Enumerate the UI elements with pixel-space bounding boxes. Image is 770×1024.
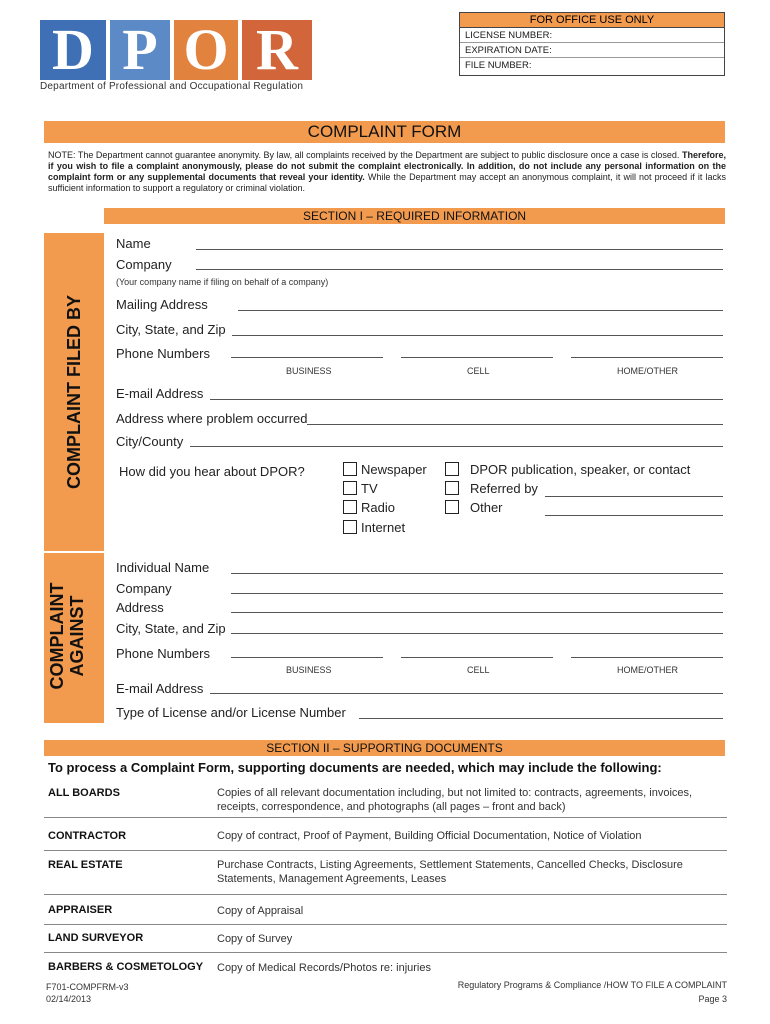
cell-caption: CELL bbox=[467, 366, 490, 376]
against-email-field[interactable] bbox=[210, 693, 723, 694]
board-barbers-cosmetology: BARBERS & COSMETOLOGY bbox=[48, 961, 204, 973]
office-use-header: FOR OFFICE USE ONLY bbox=[460, 13, 724, 28]
referred-by-checkbox[interactable] bbox=[445, 481, 459, 495]
against-city-field[interactable] bbox=[231, 633, 723, 634]
complaint-against-panel bbox=[44, 553, 104, 723]
mailing-address-field[interactable] bbox=[238, 310, 723, 311]
against-email-label: E-mail Address bbox=[116, 681, 204, 696]
newspaper-label: Newspaper bbox=[361, 462, 427, 477]
complaint-filed-by-label: COMPLAINT FILED BY bbox=[64, 295, 84, 489]
dpor-publication-label: DPOR publication, speaker, or contact bbox=[470, 462, 691, 477]
company-hint: (Your company name if filing on behalf of a company) bbox=[116, 277, 329, 287]
docs-land-surveyor: Copy of Survey bbox=[217, 933, 293, 945]
against-phone-label: Phone Numbers bbox=[116, 646, 210, 661]
divider bbox=[44, 817, 727, 818]
radio-checkbox[interactable] bbox=[343, 500, 357, 514]
license-type-field[interactable] bbox=[359, 718, 723, 719]
city-state-zip-label: City, State, and Zip bbox=[116, 322, 226, 337]
individual-name-label: Individual Name bbox=[116, 560, 210, 575]
home-phone-field[interactable] bbox=[571, 357, 723, 358]
internet-checkbox[interactable] bbox=[343, 520, 357, 534]
newspaper-checkbox[interactable] bbox=[343, 462, 357, 476]
section-1-header: SECTION I – REQUIRED INFORMATION bbox=[104, 208, 725, 224]
against-home-phone-field[interactable] bbox=[571, 657, 723, 658]
board-land-surveyor: LAND SURVEYOR bbox=[48, 932, 144, 944]
email-field[interactable] bbox=[210, 399, 723, 400]
tv-label: TV bbox=[361, 481, 378, 496]
footer-form-id: F701-COMPFRM-v3 bbox=[46, 982, 129, 992]
footer-program: Regulatory Programs & Compliance /HOW TO FILE A COMPLAINT bbox=[457, 980, 727, 990]
mailing-address-label: Mailing Address bbox=[116, 297, 208, 312]
company-field[interactable] bbox=[196, 269, 723, 270]
license-number-row: LICENSE NUMBER: bbox=[460, 28, 724, 43]
footer-page: Page 3 bbox=[698, 994, 727, 1004]
divider bbox=[44, 894, 727, 895]
office-use-box bbox=[459, 12, 725, 76]
board-contractor: CONTRACTOR bbox=[48, 830, 127, 842]
against-business-caption: BUSINESS bbox=[286, 665, 332, 675]
email-label: E-mail Address bbox=[116, 386, 204, 401]
complaint-filed-by-panel bbox=[44, 233, 104, 551]
hear-about-label: How did you hear about DPOR? bbox=[119, 464, 305, 479]
expiration-date-row: EXPIRATION DATE: bbox=[460, 43, 724, 58]
divider bbox=[44, 952, 727, 953]
internet-label: Internet bbox=[361, 520, 406, 535]
docs-all-boards: Copies of all relevant documentation including, but not limited to: contracts, agreements, invoices, receipts, correspondence, and photographs (all pages – front and back) bbox=[217, 787, 693, 813]
dpor-publication-checkbox[interactable] bbox=[445, 462, 459, 476]
logo-letter-r: R bbox=[242, 20, 312, 80]
docs-barbers-cosmetology: Copy of Medical Records/Photos re: injuries bbox=[217, 962, 431, 974]
logo-letter-p: P bbox=[110, 20, 170, 80]
logo-letter-o: O bbox=[174, 20, 238, 80]
business-caption: BUSINESS bbox=[286, 366, 332, 376]
other-label: Other bbox=[470, 500, 503, 515]
other-field[interactable] bbox=[545, 515, 723, 516]
docs-real-estate: Purchase Contracts, Listing Agreements, Settlement Statements, Cancelled Checks, Disclosure Statements, Management Agreements, Leases bbox=[217, 859, 683, 885]
tv-checkbox[interactable] bbox=[343, 481, 357, 495]
against-city-label: City, State, and Zip bbox=[116, 621, 226, 636]
home-caption: HOME/OTHER bbox=[617, 366, 679, 376]
company-label: Company bbox=[116, 257, 172, 272]
problem-address-label: Address where problem occurred bbox=[116, 411, 308, 426]
radio-label: Radio bbox=[361, 500, 395, 515]
name-label: Name bbox=[116, 236, 151, 251]
city-county-field[interactable] bbox=[190, 446, 723, 447]
individual-name-field[interactable] bbox=[231, 573, 723, 574]
note-text-2: While the Department may accept an anonymous complaint, it will not proceed if it lacks sufficient information to support a regulatory or criminal violation. bbox=[48, 172, 726, 193]
against-company-label: Company bbox=[116, 581, 172, 596]
logo-subtitle: Department of Professional and Occupational Regulation bbox=[40, 81, 304, 92]
against-home-caption: HOME/OTHER bbox=[617, 665, 679, 675]
anonymity-note bbox=[48, 150, 726, 194]
board-all-boards: ALL BOARDS bbox=[48, 787, 120, 799]
license-type-label: Type of License and/or License Number bbox=[116, 705, 346, 720]
footer-date: 02/14/2013 bbox=[46, 994, 92, 1004]
referred-by-field[interactable] bbox=[545, 496, 723, 497]
referred-by-label: Referred by bbox=[470, 481, 538, 496]
divider bbox=[44, 924, 727, 925]
against-address-label: Address bbox=[116, 600, 164, 615]
note-bold-text: Therefore, if you wish to file a complaint anonymously, please do not submit the complaint electronically. In addition, do not include any personal information on the complaint form or any supplemental documents that reveal your identity. bbox=[48, 150, 726, 182]
problem-address-field[interactable] bbox=[307, 424, 723, 425]
phone-numbers-label: Phone Numbers bbox=[116, 346, 210, 361]
business-phone-field[interactable] bbox=[231, 357, 383, 358]
complaint-against-label-2: AGAINST bbox=[67, 595, 87, 677]
form-title: COMPLAINT FORM bbox=[44, 121, 725, 143]
city-county-label: City/County bbox=[116, 434, 184, 449]
against-cell-phone-field[interactable] bbox=[401, 657, 553, 658]
against-business-phone-field[interactable] bbox=[231, 657, 383, 658]
file-number-row: FILE NUMBER: bbox=[465, 60, 532, 71]
complaint-against-label-1: COMPLAINT bbox=[47, 582, 67, 690]
note-text-1: NOTE: The Department cannot guarantee anonymity. By law, all complaints received by the Department are subject to public disclosure once a case is closed. bbox=[48, 150, 682, 160]
board-real-estate: REAL ESTATE bbox=[48, 859, 123, 871]
other-checkbox[interactable] bbox=[445, 500, 459, 514]
cell-phone-field[interactable] bbox=[401, 357, 553, 358]
name-field[interactable] bbox=[196, 249, 723, 250]
city-state-zip-field[interactable] bbox=[232, 335, 723, 336]
against-company-field[interactable] bbox=[231, 593, 723, 594]
docs-contractor: Copy of contract, Proof of Payment, Building Official Documentation, Notice of Violation bbox=[217, 830, 642, 842]
against-address-field[interactable] bbox=[231, 612, 723, 613]
logo-letter-d: D bbox=[40, 20, 106, 80]
docs-appraiser: Copy of Appraisal bbox=[217, 905, 304, 917]
supporting-docs-heading: To process a Complaint Form, supporting documents are needed, which may include the following: bbox=[48, 760, 662, 775]
against-cell-caption: CELL bbox=[467, 665, 490, 675]
divider bbox=[44, 850, 727, 851]
section-2-header: SECTION II – SUPPORTING DOCUMENTS bbox=[44, 740, 725, 756]
board-appraiser: APPRAISER bbox=[48, 904, 113, 916]
